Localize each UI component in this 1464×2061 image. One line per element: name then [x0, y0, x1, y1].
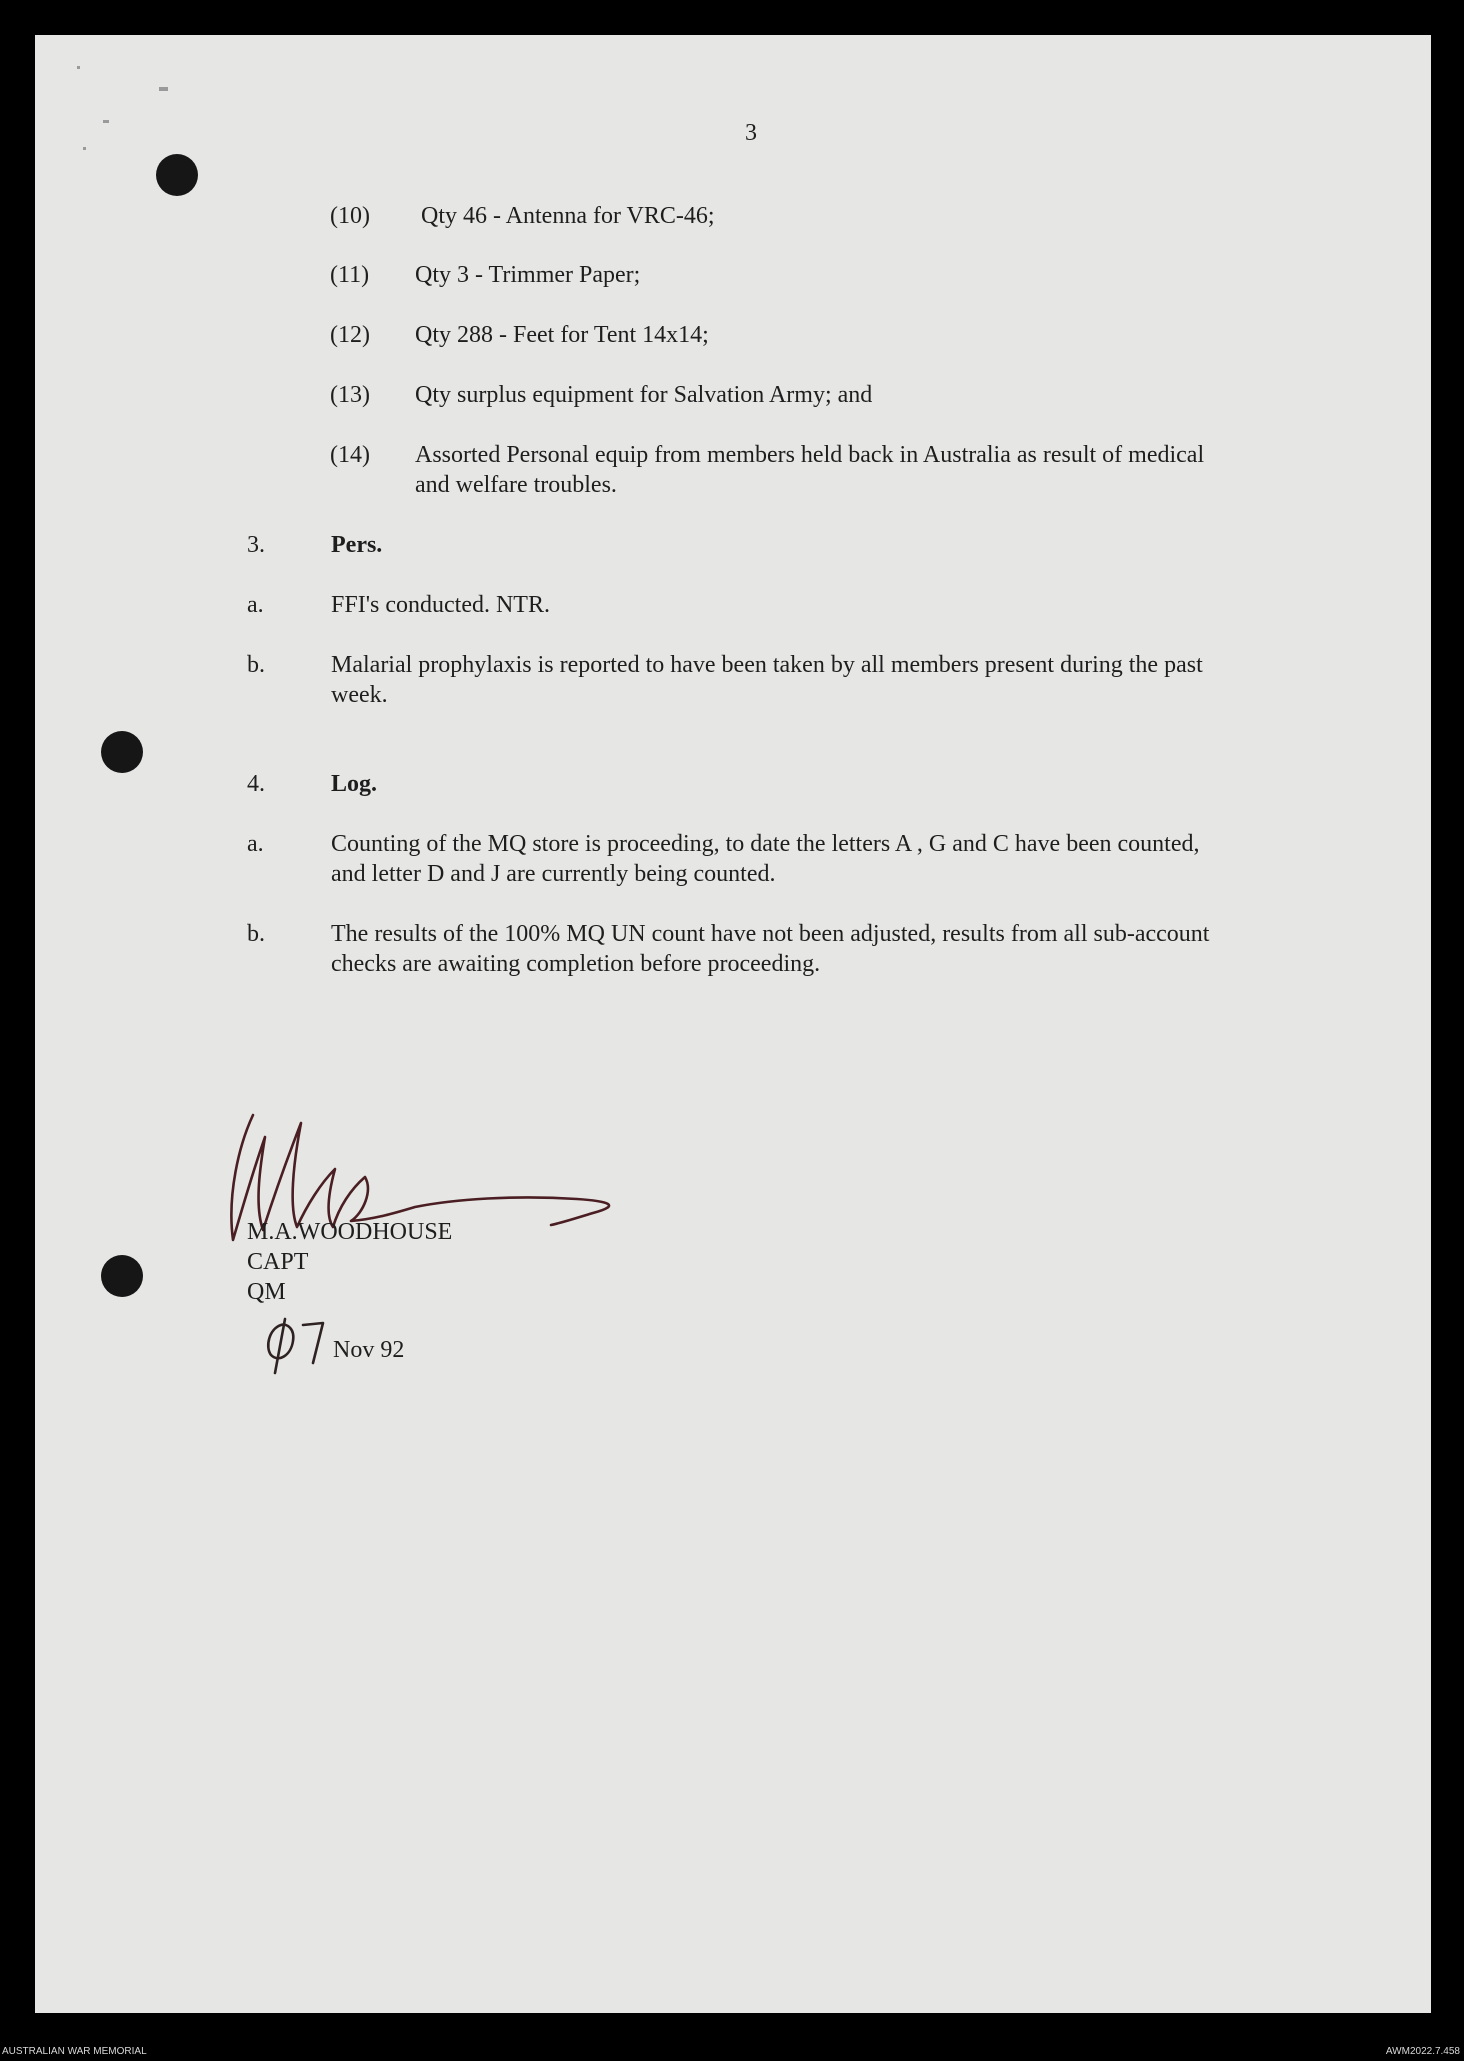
section-number: 3.: [247, 532, 265, 558]
item-text: Malarial prophylaxis is reported to have been taken by all members present during the past week.: [331, 652, 1203, 708]
section-heading: Pers.: [331, 532, 383, 558]
sub-item-number: (14): [330, 442, 370, 468]
item-letter: a.: [247, 831, 264, 857]
handwritten-date-day: [263, 1317, 329, 1377]
item-text: FFI's conducted. NTR.: [331, 592, 550, 618]
sub-item-text: Qty surplus equipment for Salvation Army; and: [415, 382, 873, 408]
signatory-role: QM: [247, 1279, 286, 1305]
punch-hole: [156, 154, 198, 196]
paper-speck: [83, 147, 86, 150]
footer-reference: AWM2022.7.458: [1385, 2046, 1460, 2057]
item-text: Counting of the MQ store is proceeding, to date the letters A , G and C have been counted, and letter D and J are currently being counted.: [331, 831, 1200, 887]
document-page: [35, 35, 1431, 2013]
item-letter: a.: [247, 592, 264, 618]
punch-hole: [101, 731, 143, 773]
sub-item-number: (13): [330, 382, 370, 408]
section-heading: Log.: [331, 771, 378, 797]
sub-item-text: Qty 3 - Trimmer Paper;: [415, 262, 641, 288]
date-text: Nov 92: [333, 1337, 405, 1363]
sub-item-text: Qty 288 - Feet for Tent 14x14;: [415, 322, 709, 348]
section-number: 4.: [247, 771, 265, 797]
signatory-name: M.A.WOODHOUSE: [247, 1219, 453, 1245]
sub-item-number: (12): [330, 322, 370, 348]
page-number: 3: [745, 120, 757, 146]
sub-item-number: (10): [330, 203, 370, 229]
sub-item-number: (11): [330, 262, 370, 288]
paper-speck: [103, 120, 109, 123]
footer-archive-name: AUSTRALIAN WAR MEMORIAL: [2, 2046, 147, 2057]
item-text: The results of the 100% MQ UN count have not been adjusted, results from all sub-account checks are awaiting completion before proceeding.: [331, 921, 1210, 977]
sub-item-text: Assorted Personal equip from members held back in Australia as result of medical and welfare troubles.: [415, 442, 1205, 498]
paper-speck: [159, 87, 168, 91]
punch-hole: [101, 1255, 143, 1297]
paper-speck: [77, 66, 80, 69]
item-letter: b.: [247, 921, 265, 947]
item-letter: b.: [247, 652, 265, 678]
sub-item-text: Qty 46 - Antenna for VRC-46;: [421, 203, 715, 229]
signatory-rank: CAPT: [247, 1249, 309, 1275]
